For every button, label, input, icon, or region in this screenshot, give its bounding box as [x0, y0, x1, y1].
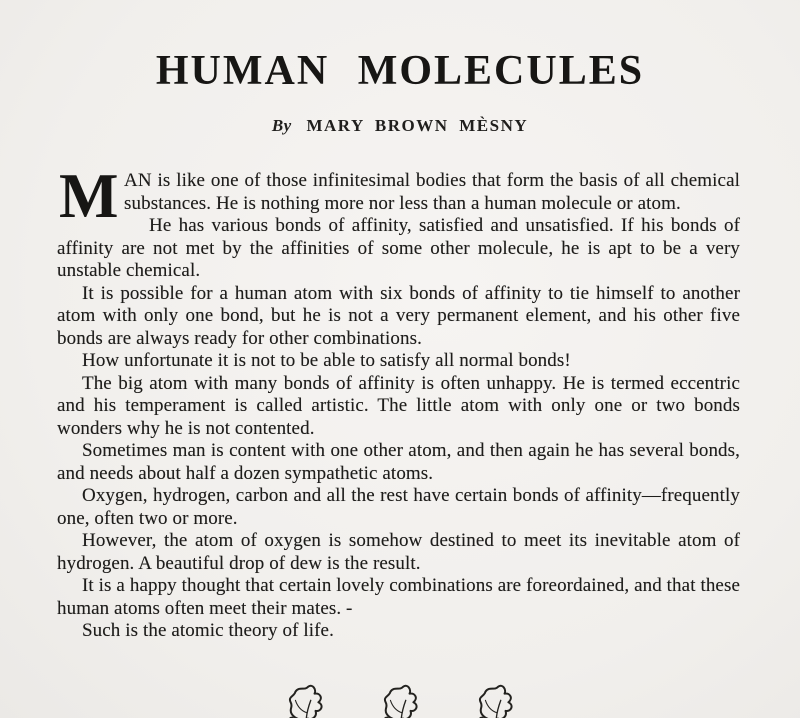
article-body [57, 161, 740, 643]
byline-author-name: MARY BROWN MÈSNY [306, 116, 529, 135]
vine-leaf-ornament-icon [282, 684, 328, 718]
vine-leaf-ornament-icon [377, 684, 423, 718]
paragraph: How unfortunate it is not to be able to satisfy all normal bonds! [82, 350, 571, 371]
paragraph: The big atom with many bonds of affinity is often unhappy. He is termed eccentric and his temperament is called artistic. The little atom with only one or two bonds wonders why he is not contented. [57, 372, 740, 439]
paragraph: He has various bonds of affinity, satisfied and unsatisfied. If his bonds of affinity are not met by the affinities of some other molecule, he is apt to be a very unstable chemical. [57, 215, 740, 281]
paragraph: Such is the atomic theory of life. [82, 620, 334, 641]
paragraph [57, 161, 740, 231]
paragraph-text: AN is like one of those infinitesimal bodies that form the basis of all chemical substances. He is nothing more nor less than a human molecule or atom. [124, 170, 740, 214]
page-title: HUMAN MOLECULES [155, 48, 645, 94]
drop-cap-letter: M [59, 161, 119, 231]
paragraph: Sometimes man is content with one other atom, and then again he has several bonds, and needs about half a dozen sympathetic atoms. [57, 440, 740, 484]
byline-prefix: By [271, 116, 292, 135]
paragraph: However, the atom of oxygen is somehow destined to meet its inevitable atom of hydrogen. A beautiful drop of dew is the result. [57, 530, 740, 574]
vine-leaf-ornament-icon [472, 684, 518, 718]
byline [0, 116, 800, 136]
footer-ornament-row [0, 684, 800, 718]
paragraph: It is possible for a human atom with six bonds of affinity to tie himself to another atom with only one bond, but he is not a very permanent element, and his other five bonds are always ready for other combinations. [57, 282, 740, 349]
paragraph: It is a happy thought that certain lovely combinations are foreordained, and that these human atoms often meet their mates. - [57, 575, 740, 619]
paragraph: Oxygen, hydrogen, carbon and all the rest have certain bonds of affinity—frequently one, often two or more. [57, 485, 740, 529]
